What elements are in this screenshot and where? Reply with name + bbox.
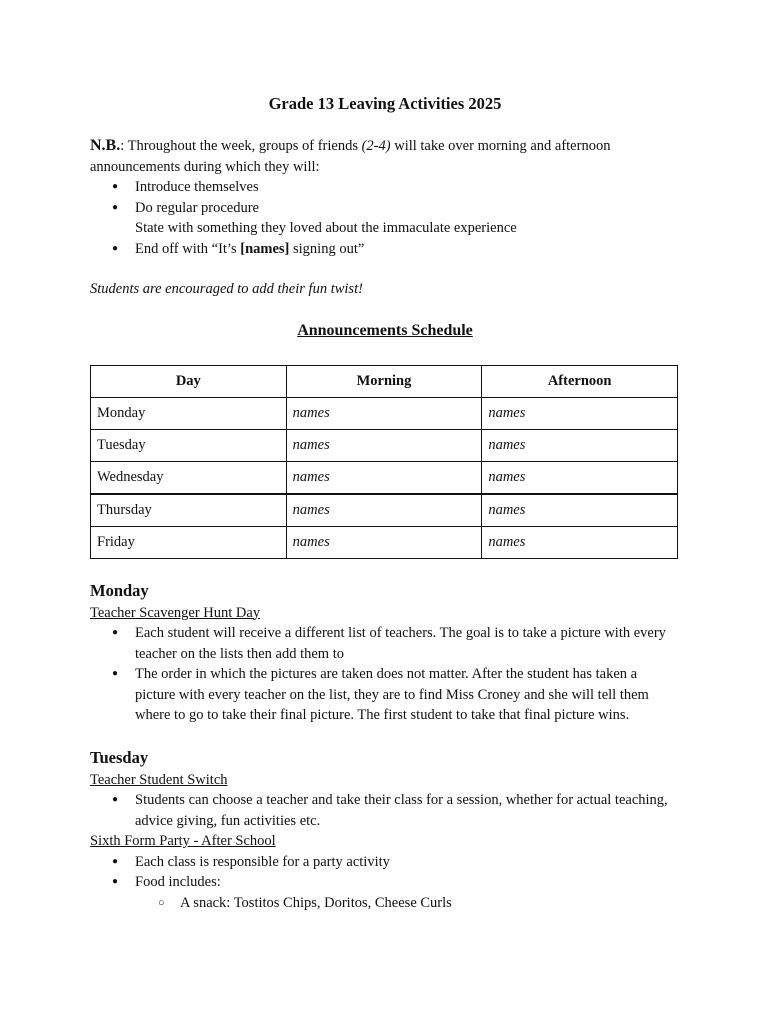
cell-morning: names <box>286 429 482 461</box>
cell-afternoon: names <box>482 429 678 461</box>
nb-label: N.B. <box>90 137 121 154</box>
header-afternoon: Afternoon <box>482 365 678 397</box>
tuesday-switch-list <box>90 790 680 831</box>
nb-text-after: will take over morning and afternoon announcements during which they will: <box>90 138 611 175</box>
cell-afternoon: names <box>482 494 678 527</box>
cell-day: Tuesday <box>91 429 287 461</box>
list-item <box>90 239 680 260</box>
list-item: ● Students can choose a teacher and take their class for a session, whether for actual teaching, advice giving, fun activities etc. <box>90 790 680 831</box>
table-row <box>91 397 678 429</box>
nb-paragraph <box>90 136 680 177</box>
monday-list <box>90 623 680 726</box>
cell-day: Thursday <box>91 494 287 527</box>
list-item: ● Each student will receive a different list of teachers. The goal is to take a picture with every teacher on the lists then add them to <box>90 623 680 664</box>
list-item: ● Do regular procedure <box>90 198 680 219</box>
nb-list <box>90 177 680 218</box>
list-item: ● Introduce themselves <box>90 177 680 198</box>
header-day: Day <box>91 365 287 397</box>
list-item: ● The order in which the pictures are taken does not matter. After the student has taken a picture with every teacher on the list, they are to find Miss Croney and she will tell them where to go to take their final picture. The first student to take that final picture wins. <box>90 664 680 726</box>
table-row <box>91 526 678 558</box>
cell-morning: names <box>286 526 482 558</box>
nb-text-before: : Throughout the week, groups of friends <box>120 138 362 154</box>
cell-afternoon: names <box>482 526 678 558</box>
table-row <box>91 461 678 494</box>
document-content <box>90 92 680 913</box>
tuesday-subtitle-switch: Teacher Student Switch <box>90 771 228 788</box>
list-item: ● Each class is responsible for a party activity <box>90 852 680 873</box>
list-item: ● Food includes: <box>90 872 680 893</box>
cell-day: Monday <box>91 397 287 429</box>
document-title: Grade 13 Leaving Activities 2025 <box>268 94 502 113</box>
encourage-note: Students are encouraged to add their fun twist! <box>90 281 363 297</box>
header-morning: Morning <box>286 365 482 397</box>
table-row <box>91 429 678 461</box>
monday-subtitle: Teacher Scavenger Hunt Day <box>90 604 261 621</box>
cell-day: Wednesday <box>91 461 287 494</box>
table-row <box>91 494 678 527</box>
cell-day: Friday <box>91 526 287 558</box>
cell-morning: names <box>286 461 482 494</box>
cell-morning: names <box>286 397 482 429</box>
list-item-continuation: State with something they loved about the immaculate experience <box>135 220 517 236</box>
schedule-title: Announcements Schedule <box>297 321 473 339</box>
food-list <box>90 893 680 914</box>
list-item: ○ A snack: Tostitos Chips, Doritos, Cheese Curls <box>90 893 680 914</box>
nb-list-end <box>90 239 680 260</box>
schedule-table <box>90 365 678 559</box>
cell-afternoon: names <box>482 461 678 494</box>
tuesday-party-list <box>90 852 680 893</box>
item-text-after: signing out” <box>289 240 365 257</box>
nb-group-size: (2-4) <box>361 138 391 154</box>
tuesday-subtitle-party: Sixth Form Party - After School <box>90 833 276 849</box>
table-header-row <box>91 365 678 397</box>
tuesday-heading: Tuesday <box>90 747 149 767</box>
item-text-bold: [names] <box>240 240 290 257</box>
item-text-before: End off with “It’s <box>135 240 241 257</box>
cell-morning: names <box>286 494 482 527</box>
cell-afternoon: names <box>482 397 678 429</box>
monday-heading: Monday <box>90 580 149 600</box>
